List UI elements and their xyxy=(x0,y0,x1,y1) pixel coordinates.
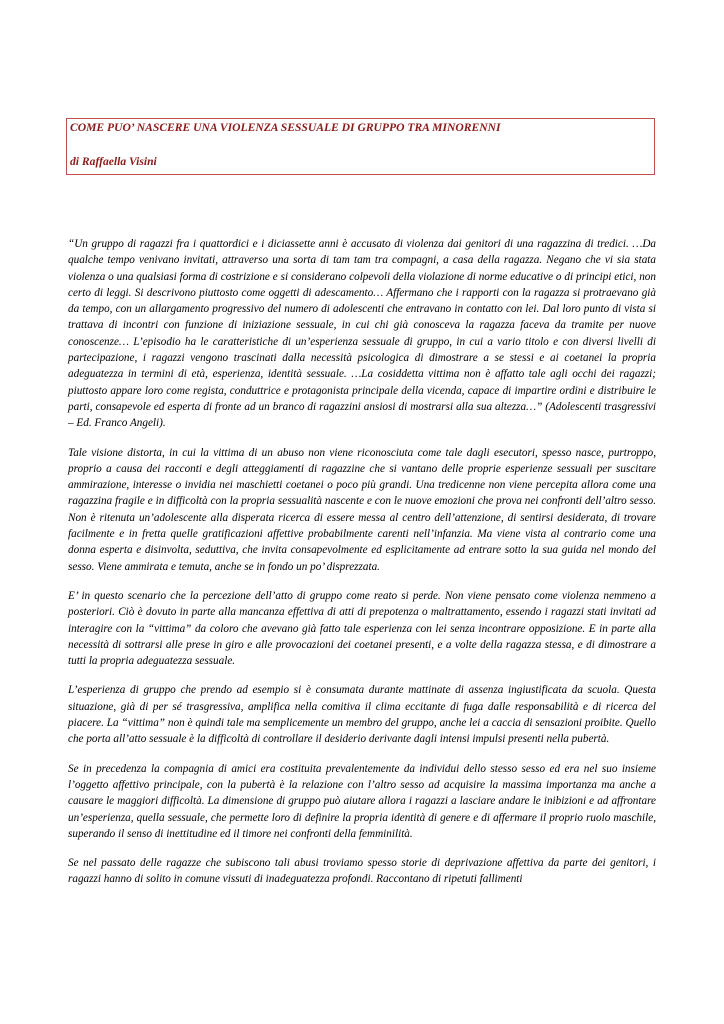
paragraph-3: E’ in questo scenario che la percezione dell’atto di gruppo come reato si perde. Non viene pensato come violenza nemmeno a posteriori. Ciò è dovuto in parte alla mancanza effettiva di atti di prepotenza o maltrattamento, essendo i ragazzi stati invitati ad interagire con la “vittima” da coloro che avevano già fatto tale esperienza con lei senza incontrare opposizione. E in parte alla necessità di sottrarsi alle prese in giro e alle provocazioni dei coetanei presenti, e a volte della ragazza stessa, e di dimostrare a tutti la propria adeguatezza sessuale. xyxy=(68,589,656,668)
paragraph-4: L’esperienza di gruppo che prendo ad esempio si è consumata durante mattinate di assenza ingiustificata da scuola. Questa situazione, già di per sé trasgressiva, amplifica nella comitiva il clima eccitante di fuga dalle responsabilità e di ricerca del piacere. La “vittima” non è quindi tale ma semplicemente un membro del gruppo, anche lei a caccia di sensazioni proibite. Quello che porta all’atto sessuale è la difficoltà di controllare il desiderio derivante dagli intensi impulsi presenti nella pubertà. xyxy=(68,684,656,746)
title-box xyxy=(66,118,655,175)
document-title: COME PUO’ NASCERE UNA VIOLENZA SESSUALE DI GRUPPO TRA MINORENNI xyxy=(70,121,501,134)
document-body xyxy=(68,236,656,901)
document-author: di Raffaella Visini xyxy=(70,155,157,168)
paragraph-2: Tale visione distorta, in cui la vittima di un abuso non viene riconosciuta come tale dagli esecutori, spesso nasce, purtroppo, proprio a causa dei racconti e degli atteggiamenti di ragazzine che si vantano delle proprie esperienze sessuali per suscitare ammirazione, interesse o invidia nei maschietti coetanei o poco più grandi. Una tredicenne non viene percepita allora come una ragazzina fragile e in difficoltà con la propria sessualità nascente e con le nuove emozioni che prova nei confronti dell’altro sesso. Non è ritenuta un’adolescente alla disperata ricerca di essere messa al centro dell’attenzione, di sentirsi desiderata, di trovare facilmente e in fretta quelle gratificazioni affettive probabilmente carenti nell’infanzia. Ma viene vista al contrario come una donna esperta e disinvolta, seduttiva, che invita consapevolmente ed esplicitamente ad entrare sotto la sua guida nel mondo del sesso. Viene ammirata e temuta, anche se in fondo un po’ disprezzata. xyxy=(68,446,656,573)
paragraph-1: “Un gruppo di ragazzi fra i quattordici e i diciassette anni è accusato di violenza dai genitori di una ragazzina di tredici. …Da qualche tempo venivano invitati, attraverso una sorta di tam tam tra compagni, a casa della ragazza. Negano che vi sia stata violenza o una qualsiasi forma di costrizione e si considerano colpevoli della violazione di norme educative o di principi etici, non certo di leggi. Si descrivono piuttosto come oggetti di adescamento… Affermano che i rapporti con la ragazza si protraevano già da tempo, con un allargamento progressivo del numero di adolescenti che entravano in contatto con lei. Dal loro punto di vista si trattava di incontri con funzione di iniziazione sessuale, in cui chi già conosceva la ragazza faceva da tramite per nuove conoscenze… L’episodio ha le caratteristiche di un’esperienza sessuale di gruppo, in cui a vario titolo e con diversi livelli di partecipazione, i ragazzi vengono trascinati dalla necessità psicologica di dimostrare a se stessi e ai coetanei la propria adeguatezza in termini di età, esperienza, identità sessuale. …La cosiddetta vittima non è affatto tale agli occhi dei ragazzi; piuttosto appare loro come regista, conduttrice e protagonista principale della vicenda, capace di impartire ordini e distribuire le parti, consapevole ed esperta di fronte ad un branco di ragazzini ansiosi di mostrarsi alla sua altezza…” (Adolescenti trasgressivi – Ed. Franco Angeli). xyxy=(68,238,656,430)
paragraph-6: Se nel passato delle ragazze che subiscono tali abusi troviamo spesso storie di deprivazione affettiva da parte dei genitori, i ragazzi hanno di solito in comune vissuti di inadeguatezza profondi. Raccontano di ripetuti fallimenti xyxy=(68,857,656,886)
paragraph-5: Se in precedenza la compagnia di amici era costituita prevalentemente da individui dello stesso sesso ed era nel suo insieme l’oggetto affettivo principale, con la pubertà è la relazione con l’altro sesso ad acquisire la massima importanza ma anche a causare le maggiori difficoltà. La dimensione di gruppo può aiutare allora i ragazzi a lasciare andare le inibizioni e ad affrontare un’esperienza, quella sessuale, che permette loro di definire la propria identità di genere e di affermare il proprio ruolo maschile, superando il senso di inettitudine ed il timore nei confronti della femminilità. xyxy=(68,762,656,840)
